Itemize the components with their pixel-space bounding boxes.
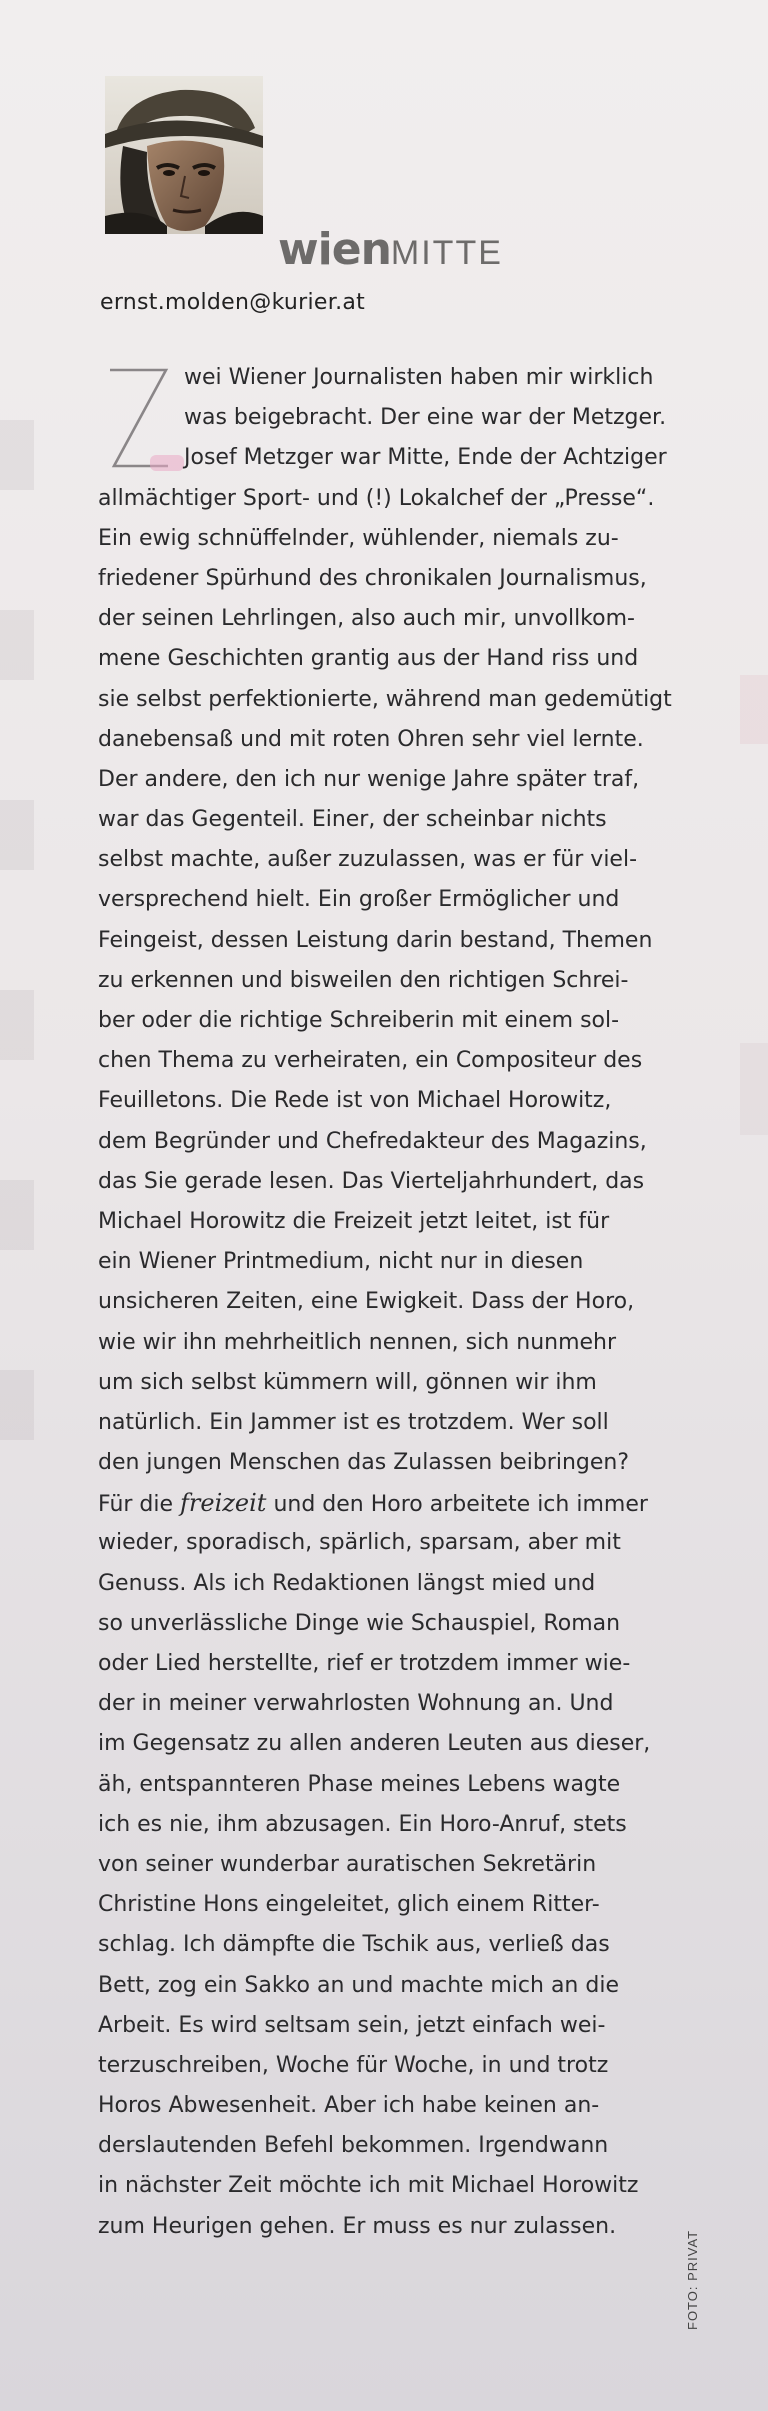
- article-line: danebensaß und mit roten Ohren sehr viel lernte.: [98, 726, 644, 752]
- article-line: Ein ewig schnüffelnder, wühlender, niemals zu-: [98, 525, 619, 551]
- bleed-through-right: [740, 330, 768, 1480]
- article-line: zu erkennen und bisweilen den richtigen Schrei-: [98, 967, 629, 993]
- masthead-brand: wien: [278, 224, 391, 275]
- article-line: Michael Horowitz die Freizeit jetzt leitet, ist für: [98, 1208, 610, 1234]
- article-line: Bett, zog ein Sakko an und machte mich an die: [98, 1972, 619, 1998]
- article-line: den jungen Menschen das Zulassen beibringen?: [98, 1450, 630, 1476]
- article-line: [98, 1483, 658, 1523]
- article-line: ber oder die richtige Schreiberin mit einem sol-: [98, 1008, 620, 1033]
- article-line: Josef Metzger war Mitte, Ende der Achtziger: [184, 445, 667, 471]
- author-portrait-image: [105, 76, 263, 234]
- article-line: schlag. Ich dämpfte die Tschik aus, verließ das: [98, 1932, 610, 1958]
- masthead-district: MITTE: [390, 234, 503, 272]
- article-line: allmächtiger Sport- und (!) Lokalchef der „Presse“.: [98, 485, 655, 511]
- article-body: [98, 358, 672, 2247]
- article-line: mene Geschichten grantig aus der Hand riss und: [98, 646, 639, 672]
- article-line: terzuschreiben, Woche für Woche, in und trotz: [98, 2052, 609, 2078]
- article-line: Horos Abwesenheit. Aber ich habe keinen an-: [98, 2093, 600, 2119]
- article-line: zum Heurigen gehen. Er muss es nur zulassen.: [98, 2213, 617, 2239]
- article-line: Genuss. Als ich Redaktionen längst mied und: [98, 1570, 596, 1596]
- article-line: in nächster Zeit möchte ich mit Michael Horowitz: [98, 2173, 639, 2199]
- article-line: selbst machte, außer zuzulassen, was er für viel-: [98, 847, 638, 873]
- article-line: ich es nie, ihm abzusagen. Ein Horo-Anruf, stets: [98, 1811, 627, 1837]
- article-line: ein Wiener Printmedium, nicht nur in diesen: [98, 1249, 584, 1275]
- article-line: um sich selbst kümmern will, gönnen wir ihm: [98, 1369, 597, 1395]
- column-masthead: [278, 226, 503, 274]
- article-line: sie selbst perfektionierte, während man gedemütigt: [98, 686, 672, 712]
- article-line: äh, entspannteren Phase meines Lebens wagte: [98, 1771, 621, 1797]
- article-line: Feingeist, dessen Leistung darin bestand, Themen: [98, 927, 653, 953]
- bleed-through-left: [0, 300, 34, 1500]
- photo-credit-text: FOTO: PRIVAT: [685, 2229, 700, 2330]
- article-line: Feuilletons. Die Rede ist von Michael Horowitz,: [98, 1088, 612, 1114]
- article-line: natürlich. Ein Jammer ist es trotzdem. Wer soll: [98, 1409, 609, 1435]
- article-line: chen Thema zu verheiraten, ein Compositeur des: [98, 1048, 643, 1074]
- author-email[interactable]: ernst.molden@kurier.at: [100, 290, 366, 315]
- article-line: so unverlässliche Dinge wie Schauspiel, Roman: [98, 1610, 621, 1636]
- article-line: Christine Hons eingeleitet, glich einem Ritter-: [98, 1892, 600, 1918]
- article-line-segment: Für die: [98, 1492, 181, 1518]
- article-line: Der andere, den ich nur wenige Jahre später traf,: [98, 766, 640, 792]
- article-line: das Sie gerade lesen. Das Vierteljahrhundert, das: [98, 1168, 645, 1194]
- article-line: wie wir ihn mehrheitlich nennen, sich nunmehr: [98, 1329, 617, 1355]
- article-line: wieder, sporadisch, spärlich, sparsam, aber mit: [98, 1530, 621, 1556]
- article-line: war das Gegenteil. Einer, der scheinbar nichts: [98, 807, 607, 833]
- article-line-segment: und den Horo arbeitete ich immer: [266, 1492, 648, 1518]
- article-line: der seinen Lehrlingen, also auch mir, unvollkom-: [98, 606, 635, 632]
- article-line: friedener Spürhund des chronikalen Journalismus,: [98, 565, 647, 591]
- article-line: dem Begründer und Chefredakteur des Magazins,: [98, 1128, 647, 1154]
- article-line: im Gegensatz zu allen anderen Leuten aus dieser,: [98, 1731, 651, 1757]
- article-line: Arbeit. Es wird seltsam sein, jetzt einfach wei-: [98, 2012, 606, 2038]
- article-line: derslautenden Befehl bekommen. Irgendwann: [98, 2133, 609, 2159]
- article-line: wei Wiener Journalisten haben mir wirklich: [184, 365, 654, 390]
- photo-credit: [685, 2180, 705, 2330]
- article-line: von seiner wunderbar auratischen Sekretärin: [98, 1851, 597, 1877]
- article-line: versprechend hielt. Ein großer Ermöglicher und: [98, 887, 620, 913]
- magazine-name-freizeit: freizeit: [180, 1489, 267, 1518]
- article-line: unsicheren Zeiten, eine Ewigkeit. Dass der Horo,: [98, 1289, 635, 1315]
- article-line: oder Lied herstellte, rief er trotzdem immer wie-: [98, 1651, 631, 1676]
- article-line: der in meiner verwahrlosten Wohnung an. Und: [98, 1691, 614, 1717]
- article-line: was beigebracht. Der eine war der Metzger.: [184, 405, 667, 431]
- author-photo: [105, 76, 263, 234]
